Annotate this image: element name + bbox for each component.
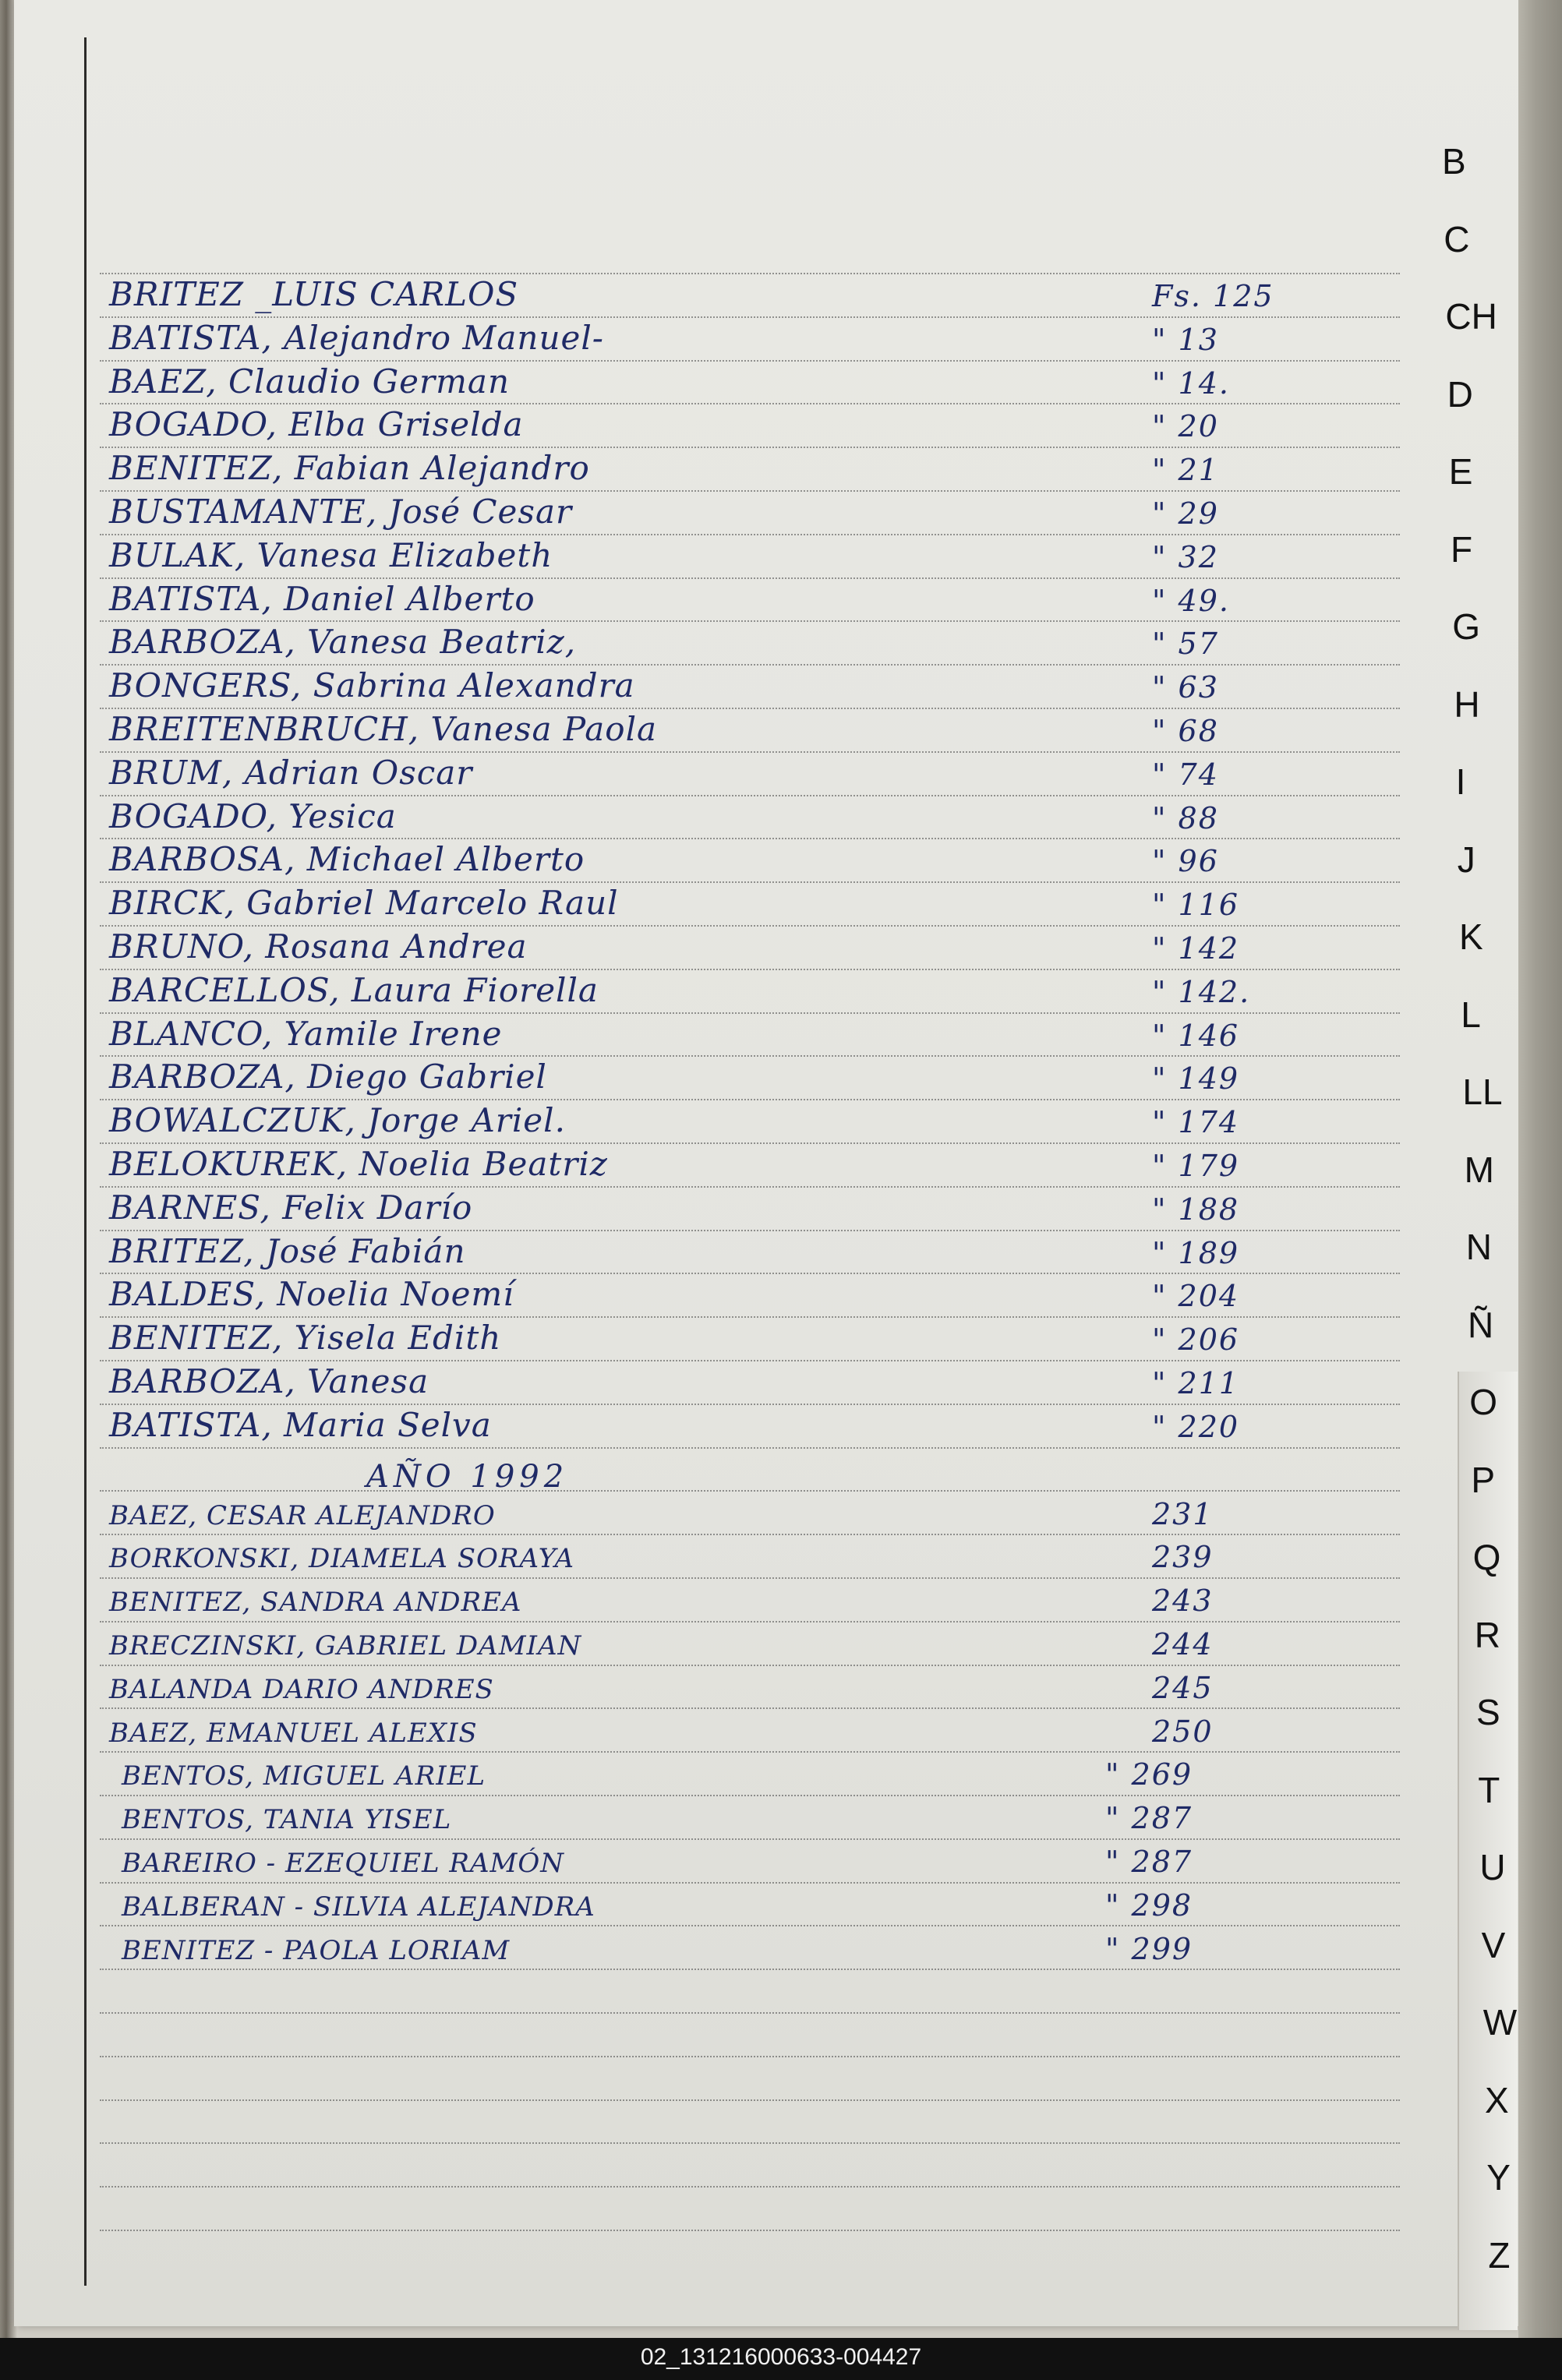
index-tab[interactable]: E (1448, 451, 1473, 492)
list-item (100, 666, 1400, 709)
index-tab[interactable]: V (1481, 1924, 1506, 1965)
entry-folio: " 20 (1152, 409, 1219, 444)
entry-folio: " 116 (1152, 888, 1240, 923)
entry-folio: " 204 (1152, 1279, 1240, 1314)
entry-name: BRUM, Adrian Oscar (109, 753, 473, 792)
entry-name: BALBERAN - SILVIA ALEJANDRA (122, 1891, 595, 1923)
list-item (100, 493, 1400, 535)
list-item (100, 1497, 1400, 1536)
entry-name: BALANDA DARIO ANDRES (109, 1673, 494, 1705)
entry-folio: 244 (1152, 1627, 1214, 1661)
entry-name: BIRCK, Gabriel Marcelo Raul (109, 884, 619, 923)
index-tab[interactable]: S (1476, 1692, 1500, 1732)
entry-folio: " 21 (1152, 453, 1219, 488)
list-item (100, 1540, 1400, 1579)
entry-name: BULAK, Vanesa Elizabeth (109, 535, 553, 574)
entry-folio: " 211 (1152, 1366, 1240, 1400)
entry-name: BLANCO, Yamile Irene (109, 1014, 503, 1053)
index-tab[interactable]: I (1455, 761, 1466, 802)
entry-name: BATISTA, Daniel Alberto (109, 579, 535, 618)
entry-folio: " 29 (1152, 496, 1219, 531)
list-item (100, 579, 1400, 623)
entry-name: BENTOS, MIGUEL ARIEL (122, 1760, 486, 1792)
list-item (100, 796, 1400, 840)
year-heading: AÑO 1992 (366, 1459, 569, 1495)
entry-folio: " 142. (1152, 974, 1251, 1009)
entry-folio: " 206 (1152, 1322, 1240, 1358)
entry-name: BENTOS, TANIA YISEL (122, 1804, 452, 1836)
list-item (100, 1671, 1400, 1710)
index-tab[interactable]: R (1474, 1614, 1501, 1655)
entry-name: BARBOZA, Vanesa Beatriz, (109, 623, 577, 662)
entry-folio: 245 (1152, 1670, 1214, 1705)
entry-folio: " 298 (1105, 1887, 1193, 1923)
entry-folio: " 287 (1105, 1845, 1193, 1879)
entry-name: BENITEZ - PAOLA LORIAM (122, 1934, 511, 1966)
entry-folio: " 146 (1152, 1018, 1240, 1053)
index-tab[interactable]: X (1485, 2079, 1509, 2120)
entry-folio: " 269 (1105, 1757, 1193, 1792)
entry-name: BATISTA, Alejandro Manuel- (109, 318, 604, 357)
index-tab[interactable]: Ñ (1468, 1304, 1494, 1345)
index-tab[interactable]: Y (1486, 2157, 1511, 2198)
list-item (100, 1714, 1400, 1753)
entry-name: BENITEZ, Fabian Alejandro (109, 449, 590, 488)
entry-folio: " 149 (1152, 1061, 1240, 1096)
entry-list (100, 0, 1400, 2338)
list-item (100, 840, 1400, 883)
entry-folio: " 96 (1152, 844, 1219, 879)
entry-name: BATISTA, Maria Selva (109, 1405, 492, 1444)
list-item (100, 1014, 1400, 1058)
list-item (100, 1888, 1400, 1927)
entry-name: BAREIRO - EZEQUIEL RAMÓN (122, 1848, 564, 1879)
entry-folio: 243 (1152, 1584, 1214, 1619)
list-item (100, 1584, 1400, 1623)
entry-name: BAEZ, CESAR ALEJANDRO (109, 1499, 496, 1531)
entry-name: BARCELLOS, Laura Fiorella (109, 970, 599, 1009)
entry-name: BENITEZ, SANDRA ANDREA (109, 1587, 522, 1619)
list-item (100, 753, 1400, 796)
list-item (100, 1845, 1400, 1884)
entry-folio: " 57 (1152, 627, 1219, 662)
index-tab[interactable]: W (1482, 2002, 1518, 2043)
entry-folio: " 189 (1152, 1235, 1240, 1270)
list-item (100, 1932, 1400, 1971)
index-tab[interactable]: G (1452, 606, 1480, 647)
entry-name: BELOKUREK, Noelia Beatriz (109, 1145, 608, 1183)
entry-name: BOWALCZUK, Jorge Ariel. (109, 1101, 566, 1140)
index-tab[interactable]: C (1444, 218, 1470, 260)
entry-name: BENITEZ, Yisela Edith (109, 1319, 502, 1358)
list-item (100, 449, 1400, 492)
list-item (100, 1405, 1400, 1449)
list-item (100, 318, 1400, 362)
list-item (100, 1145, 1400, 1188)
index-tab[interactable]: D (1447, 373, 1473, 415)
entry-name: BAEZ, Claudio German (109, 362, 511, 401)
footer-bar (0, 2338, 1562, 2380)
index-tab[interactable]: Z (1488, 2234, 1511, 2276)
entry-folio: " 299 (1105, 1931, 1193, 1966)
page-stack-edge (1518, 0, 1562, 2338)
footer-label: 02_131216000633-004427 (640, 2344, 922, 2370)
index-tab[interactable]: O (1469, 1382, 1497, 1422)
index-tab[interactable]: F (1451, 528, 1473, 570)
list-item (100, 710, 1400, 753)
entry-folio: " 63 (1152, 670, 1219, 705)
entry-folio: " 188 (1152, 1192, 1240, 1227)
list-item (100, 362, 1400, 405)
margin-line (84, 37, 87, 2286)
entry-folio: " 74 (1152, 757, 1219, 792)
entry-name: BARBOZA, Vanesa (109, 1362, 429, 1400)
entry-folio: " 32 (1152, 539, 1219, 574)
entry-name: BALDES, Noelia Noemí (109, 1275, 514, 1314)
entry-folio: 250 (1152, 1714, 1214, 1749)
entry-folio: " 88 (1152, 800, 1219, 835)
entry-name: BARNES, Felix Darío (109, 1188, 473, 1227)
entry-name: BUSTAMANTE, José Cesar (109, 493, 573, 531)
entry-folio: 231 (1152, 1496, 1214, 1531)
entry-name: BAEZ, EMANUEL ALEXIS (109, 1717, 478, 1749)
list-item (100, 1801, 1400, 1840)
list-item (100, 535, 1400, 579)
list-item (100, 1757, 1400, 1796)
list-item (100, 1319, 1400, 1361)
entry-folio: 239 (1152, 1540, 1214, 1575)
list-item (100, 623, 1400, 666)
entry-folio: " 179 (1152, 1149, 1240, 1183)
list-item (100, 1058, 1400, 1100)
entry-name: BARBOSA, Michael Alberto (109, 840, 585, 879)
list-item (100, 1188, 1400, 1231)
entry-name: BONGERS, Sabrina Alexandra (109, 666, 635, 705)
index-tab[interactable]: B (1442, 141, 1466, 182)
entry-folio: " 49. (1152, 583, 1230, 618)
entry-name: BARBOZA, Diego Gabriel (109, 1058, 547, 1096)
list-item (100, 1231, 1400, 1275)
list-item (100, 405, 1400, 448)
entry-folio: " 174 (1152, 1105, 1240, 1140)
entry-name: BRUNO, Rosana Andrea (109, 927, 528, 966)
entry-folio: " 220 (1152, 1409, 1240, 1444)
index-tab[interactable]: U (1479, 1847, 1506, 1887)
index-tab[interactable]: Q (1472, 1537, 1501, 1577)
entry-name: BRITEZ _LUIS CARLOS (109, 275, 519, 313)
entry-folio: " 142 (1152, 931, 1240, 966)
index-tab[interactable]: H (1454, 683, 1480, 725)
index-tab[interactable]: T (1478, 1769, 1500, 1810)
entry-name: BORKONSKI, DIAMELA SORAYA (109, 1543, 575, 1575)
entry-name: BOGADO, Yesica (109, 796, 397, 835)
list-item (100, 1627, 1400, 1666)
list-item (100, 275, 1400, 318)
index-tab[interactable]: P (1471, 1459, 1496, 1500)
entry-name: BREITENBRUCH, Vanesa Paola (109, 710, 658, 748)
index-tab[interactable]: CH (1445, 296, 1497, 337)
index-tab[interactable]: J (1457, 839, 1475, 880)
alphabet-index-tabs (1403, 140, 1520, 2322)
list-item (100, 884, 1400, 927)
entry-folio: " 14. (1152, 365, 1230, 401)
entry-name: BRITEZ, José Fabián (109, 1231, 466, 1270)
list-item (100, 1101, 1400, 1144)
list-item (100, 1275, 1400, 1318)
entry-folio: " 287 (1105, 1801, 1193, 1836)
index-tab[interactable]: LL (1462, 1072, 1503, 1112)
index-tab[interactable]: M (1464, 1149, 1494, 1190)
list-item (100, 1362, 1400, 1405)
list-item (100, 927, 1400, 970)
index-tab[interactable]: L (1461, 994, 1481, 1035)
list-item (100, 970, 1400, 1014)
entry-name: BOGADO, Elba Griselda (109, 405, 524, 444)
entry-name: BRECZINSKI, GABRIEL DAMIAN (109, 1630, 582, 1661)
index-tab[interactable]: K (1459, 916, 1483, 957)
entry-folio: Fs. 125 (1152, 279, 1274, 313)
entry-folio: " 68 (1152, 714, 1219, 748)
entry-folio: " 13 (1152, 322, 1219, 357)
index-tab[interactable]: N (1465, 1227, 1493, 1267)
